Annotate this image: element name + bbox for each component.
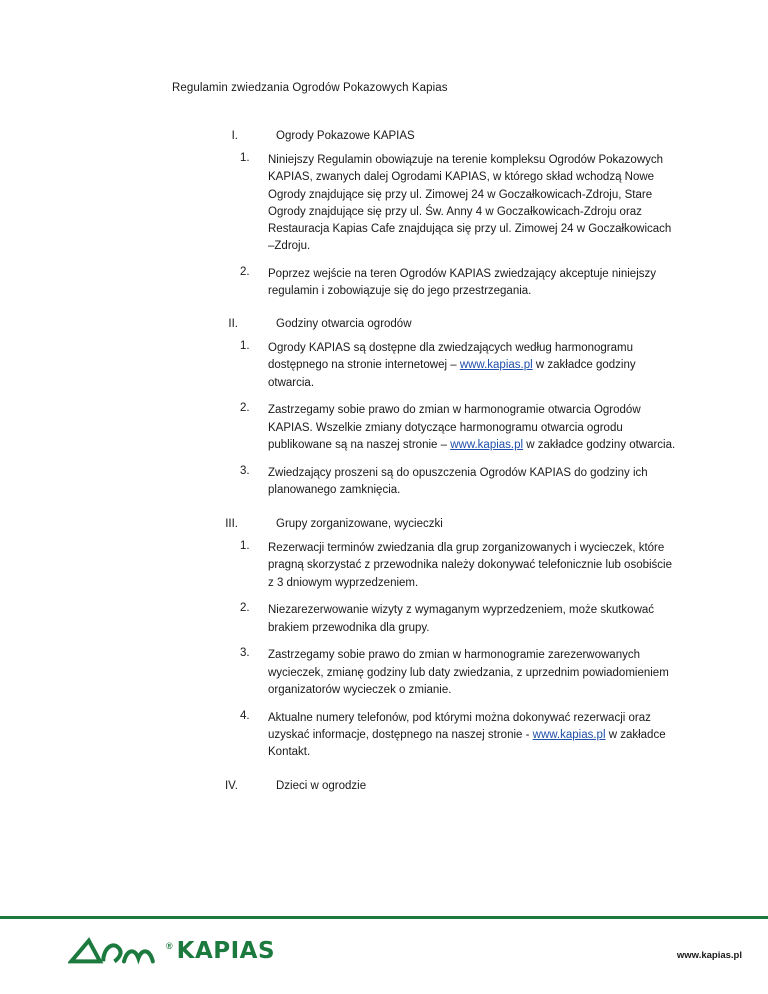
list-item: [0, 540, 768, 592]
list-item-number: 3.: [240, 647, 250, 660]
list-item: [0, 266, 768, 301]
section-heading: [0, 518, 768, 530]
page-footer: [0, 916, 768, 994]
inline-text: w zakładce Kontakt.: [268, 728, 666, 759]
section-number: I.: [231, 130, 238, 142]
inline-link[interactable]: www.kapias.pl: [450, 439, 524, 452]
section-number: II.: [228, 318, 238, 330]
list-item-text: [268, 710, 678, 762]
inline-text: Ogrody KAPIAS są dostępne dla zwiedzających według harmonogramu dostępnego na stronie internetowej –: [268, 342, 634, 372]
inline-link[interactable]: www.kapias.pl: [532, 728, 606, 741]
registered-mark: ®: [166, 941, 173, 951]
section-number: III.: [225, 517, 238, 530]
section-heading: [0, 130, 768, 142]
inline-text: Zwiedzający proszeni są do opuszczenia Ogrodów KAPIAS do godziny ich planowanego zamknięcia.: [268, 466, 648, 497]
list-item-text: [268, 402, 678, 454]
list-item-text: [268, 465, 678, 500]
inline-text: Aktualne numery telefonów, pod którymi można dokonywać rezerwacji oraz uzyskać informacje, dostępnego na naszej stronie -: [268, 711, 651, 741]
footer-website-url: www.kapias.pl: [676, 950, 742, 961]
list-item: [0, 402, 768, 454]
list-item: [0, 647, 768, 699]
inline-text: Rezerwacji terminów zwiedzania dla grup zorganizowanych i wycieczek, które pragną skorzystać z przewodnika należy dokonywać telefonicznie lub osobiście z 3 dniowym wyprzedzeniem.: [268, 541, 672, 589]
list-item-number: 2.: [240, 402, 250, 415]
list-item-number: 1.: [240, 340, 250, 352]
list-item-number: 3.: [240, 464, 250, 477]
list-item-text: [268, 266, 678, 301]
list-item-number: 1.: [240, 539, 250, 552]
inline-link[interactable]: www.kapias.pl: [459, 359, 533, 372]
document-body: [0, 130, 768, 802]
inline-text: Poprzez wejście na teren Ogrodów KAPIAS zwiedzający akceptuje niniejszy regulamin i zobowiązuje się do jego przestrzegania.: [268, 267, 656, 297]
list-item-number: 4.: [240, 709, 250, 722]
inline-text: Niezarezerwowanie wizyty z wymaganym wyprzedzeniem, może skutkować brakiem przewodnika dla grupy.: [268, 604, 655, 634]
kapias-logo: [68, 934, 275, 968]
section-heading: [0, 780, 768, 792]
inline-text: Zastrzegamy sobie prawo do zmian w harmonogramie otwarcia Ogrodów KAPIAS. Wszelkie zmiany dotyczące harmonogramu otwarcia ogrodu publikowane są na naszej stronie –: [268, 404, 641, 452]
list-item: [0, 602, 768, 637]
section-heading: [0, 318, 768, 330]
inline-text: w zakładce godziny otwarcia.: [268, 359, 636, 389]
list-item-text: [268, 647, 678, 699]
document-section: [0, 318, 768, 500]
section-title: Ogrody Pokazowe KAPIAS: [276, 130, 415, 142]
list-item-text: [268, 152, 678, 256]
section-item-list: [0, 340, 768, 500]
list-item-number: 1.: [240, 152, 250, 164]
list-item-text: [268, 540, 678, 592]
list-item: [0, 465, 768, 500]
section-number: IV.: [224, 779, 238, 792]
page-title: Regulamin zwiedzania Ogrodów Pokazowych Kapias: [172, 82, 448, 94]
document-section: [0, 780, 768, 792]
inline-text: Zastrzegamy sobie prawo do zmian w harmonogramie zarezerwowanych wycieczek, zmianę godziny lub daty zwiedzania, z uprzednim powiadomieniem organizatorów wycieczek o zmianie.: [268, 649, 669, 697]
section-title: Grupy zorganizowane, wycieczki: [276, 517, 443, 530]
footer-divider: [0, 916, 768, 919]
document-section: [0, 130, 768, 300]
list-item: [0, 340, 768, 392]
list-item-number: 2.: [240, 265, 250, 278]
section-title: Dzieci w ogrodzie: [276, 779, 367, 792]
list-item: [0, 152, 768, 256]
kapias-logo-icon: [68, 934, 164, 968]
list-item-number: 2.: [240, 602, 250, 615]
list-item-text: [268, 602, 678, 637]
section-title: Godziny otwarcia ogrodów: [276, 318, 412, 330]
inline-text: w zakładce godziny otwarcia.: [523, 439, 676, 452]
inline-text: Niniejszy Regulamin obowiązuje na terenie kompleksu Ogrodów Pokazowych KAPIAS, zwanych dalej Ogrodami KAPIAS, w którego skład wchodzą Nowe Ogrody znajdujące się przy ul. Zimowej 24 w Goczałkowicach-Zdroju, Stare Ogrody znajdujące się przy ul. Św. Anny 4 w Goczałkowicach-Zdroju oraz Restauracja Kapias Cafe znajdująca się przy ul. Zimowej 24 w Goczałkowicach –Zdroju.: [268, 154, 672, 253]
logo-wordmark: KAPIAS: [176, 938, 276, 964]
list-item-text: [268, 340, 678, 392]
section-item-list: [0, 540, 768, 762]
list-item: [0, 710, 768, 762]
section-item-list: [0, 152, 768, 300]
document-section: [0, 518, 768, 762]
